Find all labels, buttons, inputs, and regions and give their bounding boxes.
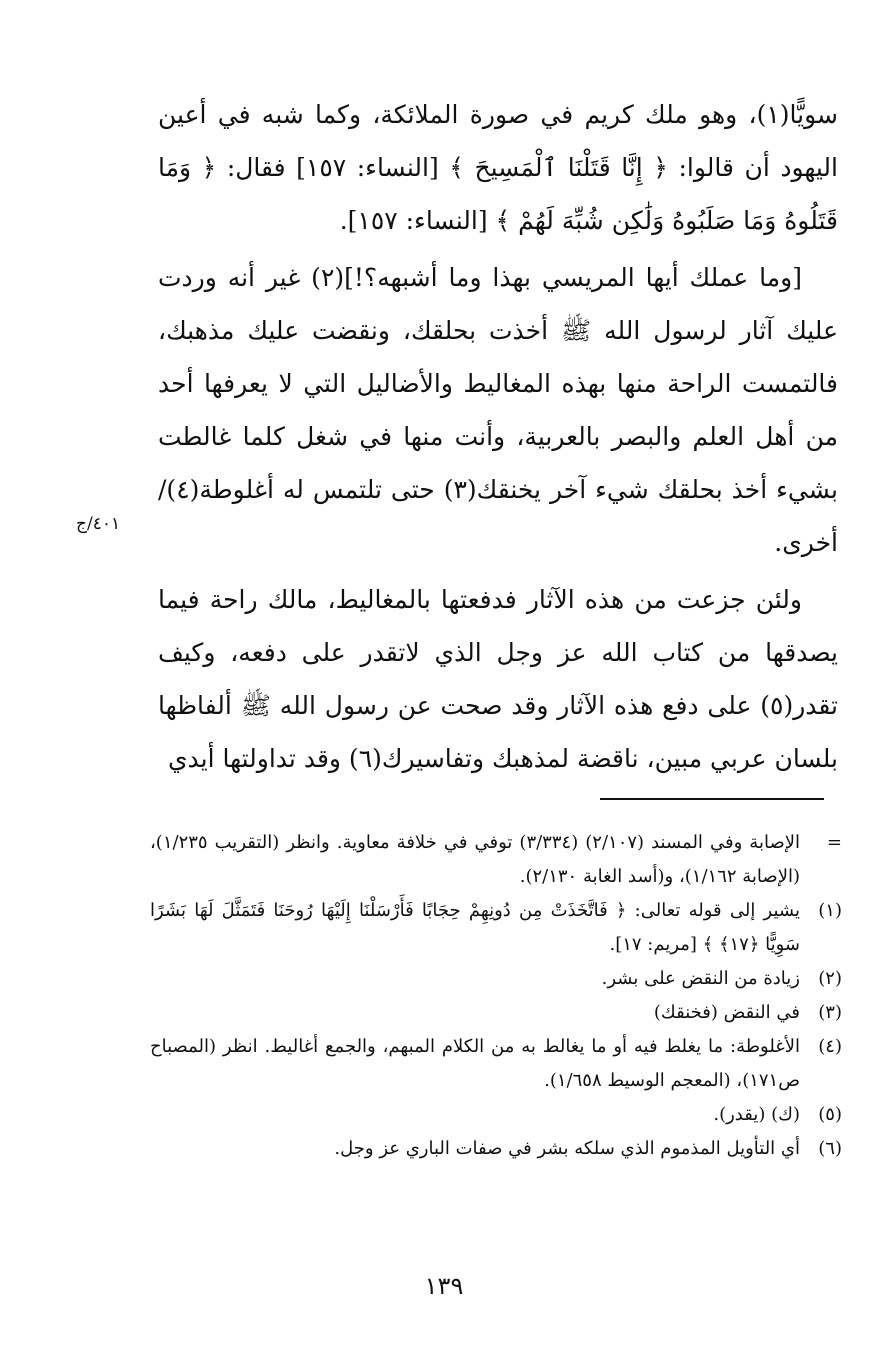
page-number: ١٣٩ [424, 1272, 464, 1300]
footnote [150, 962, 842, 996]
footnote-text: الأغلوطة: ما يغلط فيه أو ما يغالط به من الكلام المبهم، والجمع أغاليط. انظر (المصباح ص١٧١)، (المعجم الوسيط ١/٦٥٨). [150, 1036, 800, 1091]
footnote-number: (١) [818, 900, 842, 921]
footnote-number: (٢) [818, 968, 842, 989]
footnote-number: (٤) [818, 1036, 842, 1057]
footnote-number: (٦) [818, 1138, 842, 1159]
paragraph: [وما عملك أيها المريسي بهذا وما أشبهه؟!](٢) غير أنه وردت عليك آثار لرسول الله ﷺ أخذت بحلقك، ونقضت عليك مذهبك، فالتمست الراحة منها بهذه المغاليط والأضاليل التي لا يعرفها أحد من أهل العلم والبصر بالعربية، وأنت منها في شغل كلما غالطت بشيء أخذ بحلقك شيء آخر يخنقك(٣) حتى تلتمس له أغلوطة(٤)/ أخرى. [158, 263, 839, 557]
footnote-number: (٣) [818, 1002, 842, 1023]
footnote [150, 996, 842, 1030]
footnote [150, 1098, 842, 1132]
footnote-number: = [826, 832, 842, 853]
main-text [158, 88, 838, 785]
manuscript-folio-marker: ٤٠١/ج [76, 514, 121, 534]
paragraph: ولئن جزعت من هذه الآثار فدفعتها بالمغاليط، مالك راحة فيما يصدقها من كتاب الله عز وجل الذي لاتقدر على دفعه، وكيف تقدر(٥) على دفع هذه الآثار وقد صحت عن رسول الله ﷺ ألفاظها بلسان عربي مبين، ناقضة لمذهبك وتفاسيرك(٦) وقد تداولتها أيدي [158, 585, 838, 773]
footnote-separator [600, 798, 824, 800]
footnote-text: يشير إلى قوله تعالى: ﴿ فَاتَّخَذَتْ مِن دُونِهِمْ حِجَابًا فَأَرْسَلْنَا إِلَيْهَا رُوحَنَا فَتَمَثَّلَ لَهَا بَشَرًا سَوِيًّا ﴿١٧﴾ ﴾ [مريم: ١٧]. [150, 900, 800, 955]
footnote [150, 894, 842, 962]
paragraph: سويًّا(١)، وهو ملك كريم في صورة الملائكة، وكما شبه في أعين اليهود أن قالوا: ﴿ إِنَّا قَتَلْنَا ٱلْمَسِيحَ ﴾ [النساء: ١٥٧] فقال: ﴿ وَمَا قَتَلُوهُ وَمَا صَلَبُوهُ وَلَٰكِن شُبِّهَ لَهُمْ ﴾ [النساء: ١٥٧]. [158, 100, 838, 235]
footnote-text: أي التأويل المذموم الذي سلكه بشر في صفات الباري عز وجل. [334, 1138, 800, 1159]
footnotes [150, 826, 842, 1166]
footnote [150, 1030, 842, 1098]
footnote-text: الإصابة وفي المسند (٢/١٠٧) (٣/٣٣٤) توفي في خلافة معاوية. وانظر (التقريب ١/٢٣٥)، (الإصابة ١/١٦٢)، و(أسد الغابة ٢/١٣٠). [150, 832, 800, 887]
footnote [150, 826, 842, 894]
footnote-text: زيادة من النقض على بشر. [601, 968, 800, 989]
footnote-number: (٥) [818, 1104, 842, 1125]
footnote-text: (ك) (يقدر). [713, 1104, 800, 1125]
footnote [150, 1132, 842, 1166]
footnote-text: في النقض (فخنقك) [653, 1002, 800, 1023]
